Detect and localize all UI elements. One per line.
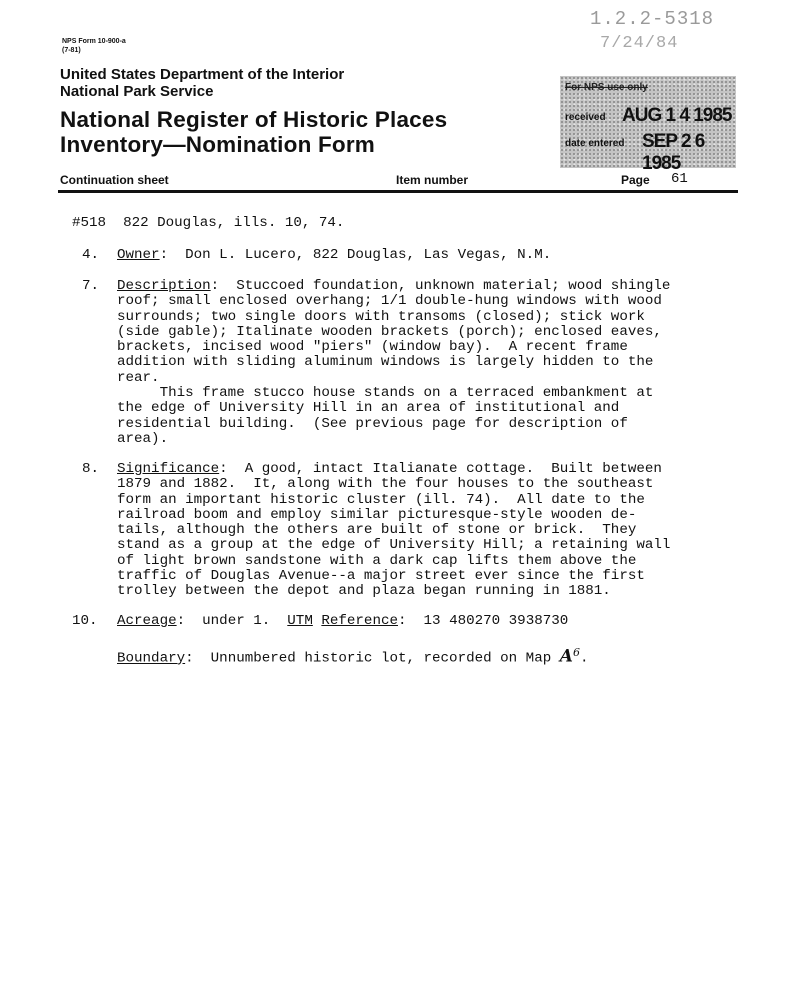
boundary-text: : Unnumbered historic lot, recorded on Map bbox=[185, 650, 560, 667]
boundary-item bbox=[117, 645, 588, 667]
reference-label: Reference bbox=[321, 613, 398, 629]
received-label: received bbox=[565, 112, 606, 123]
description-line: rear. bbox=[117, 369, 160, 386]
received-date: AUG 1 4 1985 bbox=[622, 105, 732, 126]
description-line: addition with sliding aluminum windows is largely hidden to the bbox=[117, 354, 654, 371]
significance-line: tails, although the others are built of stone or brick. They bbox=[117, 522, 637, 539]
boundary-label: Boundary bbox=[117, 650, 186, 667]
description-line: residential building. (See previous page for description of bbox=[117, 415, 628, 432]
significance-item bbox=[117, 462, 670, 600]
form-number bbox=[62, 37, 126, 55]
received-date-stamp bbox=[560, 76, 736, 174]
form-number-code: NPS Form 10-900-a bbox=[62, 38, 126, 45]
significance-label: Significance bbox=[117, 461, 220, 477]
form-number-date: (7-81) bbox=[62, 47, 81, 54]
description-line: roof; small enclosed overhang; 1/1 double-hung windows with wood bbox=[117, 293, 662, 310]
owner-label: Owner bbox=[117, 247, 160, 263]
significance-line: 1879 and 1882. It, along with the four houses to the southeast bbox=[117, 476, 654, 493]
acreage-item bbox=[117, 614, 568, 629]
significance-line: of light brown sandstone with a dark cap lifts them above the bbox=[117, 552, 637, 569]
form-title-line-1: National Register of Historic Places bbox=[60, 107, 448, 132]
description-line-1: Description: Stuccoed foundation, unknown material; wood shingle bbox=[117, 278, 671, 294]
utm-label: UTM bbox=[287, 613, 313, 629]
page-number: 61 bbox=[671, 171, 688, 187]
description-line: surrounds; two single doors with transoms (closed); stick work bbox=[117, 308, 645, 325]
description-item bbox=[117, 279, 670, 447]
handwritten-map-number: 6 bbox=[572, 646, 580, 659]
significance-number: 8. bbox=[82, 461, 100, 477]
description-line: (side gable); Italinate wooden brackets (porch); enclosed eaves, bbox=[117, 323, 662, 340]
form-title bbox=[60, 107, 447, 157]
description-line: This frame stucco house stands on a terraced embankment at bbox=[117, 385, 654, 402]
owner-text: : Don L. Lucero, 822 Douglas, Las Vegas, N.M. bbox=[159, 247, 552, 263]
header-rule bbox=[58, 190, 738, 193]
service-name: National Park Service bbox=[60, 83, 214, 100]
significance-line: traffic of Douglas Avenue--a major street ever since the first bbox=[117, 568, 645, 585]
date-entered: SEP 2 6 1985 bbox=[642, 131, 705, 174]
continuation-sheet-label: Continuation sheet bbox=[60, 173, 169, 187]
description-line: brackets, incised wood "piers" (window bay). A recent frame bbox=[117, 339, 628, 356]
description-line: the edge of University Hill in an area of institutional and bbox=[117, 400, 620, 417]
entry-heading: #518 822 Douglas, ills. 10, 74. bbox=[72, 215, 345, 231]
acreage-label: Acreage bbox=[117, 613, 177, 629]
description-number: 7. bbox=[82, 278, 100, 294]
significance-line: railroad boom and employ similar picturesque-style wooden de- bbox=[117, 506, 637, 523]
handwritten-map-letter: A bbox=[559, 646, 573, 667]
significance-line: stand as a group at the edge of University Hill; a retaining wall bbox=[117, 537, 671, 554]
utm-value: : 13 480270 3938730 bbox=[397, 613, 569, 629]
for-nps-use-label: For NPS use only bbox=[565, 82, 648, 93]
description-line: area). bbox=[117, 430, 169, 447]
agency-heading bbox=[60, 66, 344, 100]
acreage-value: : under 1. bbox=[176, 613, 271, 629]
significance-line: form an important historic cluster (ill. 74). All date to the bbox=[117, 491, 645, 508]
item-number-label: Item number bbox=[396, 173, 469, 187]
owner-item bbox=[117, 248, 551, 263]
significance-line-1: Significance: A good, intact Italianate cottage. Built between bbox=[117, 461, 662, 477]
form-title-line-2: Inventory—Nomination Form bbox=[60, 132, 376, 157]
acreage-number: 10. bbox=[72, 613, 98, 629]
significance-line: trolley between the depot and plaza began running in 1881. bbox=[117, 583, 611, 600]
owner-number: 4. bbox=[82, 247, 100, 263]
description-label: Description bbox=[117, 278, 211, 294]
department-name: United States Department of the Interior bbox=[60, 66, 345, 83]
boundary-end: . bbox=[579, 650, 589, 667]
page-label: Page bbox=[621, 173, 650, 187]
date-entered-label: date entered bbox=[565, 138, 625, 149]
corner-stamp-number-2: 7/24/84 bbox=[600, 34, 679, 53]
corner-stamp-number: 1.2.2-5318 bbox=[590, 8, 715, 30]
